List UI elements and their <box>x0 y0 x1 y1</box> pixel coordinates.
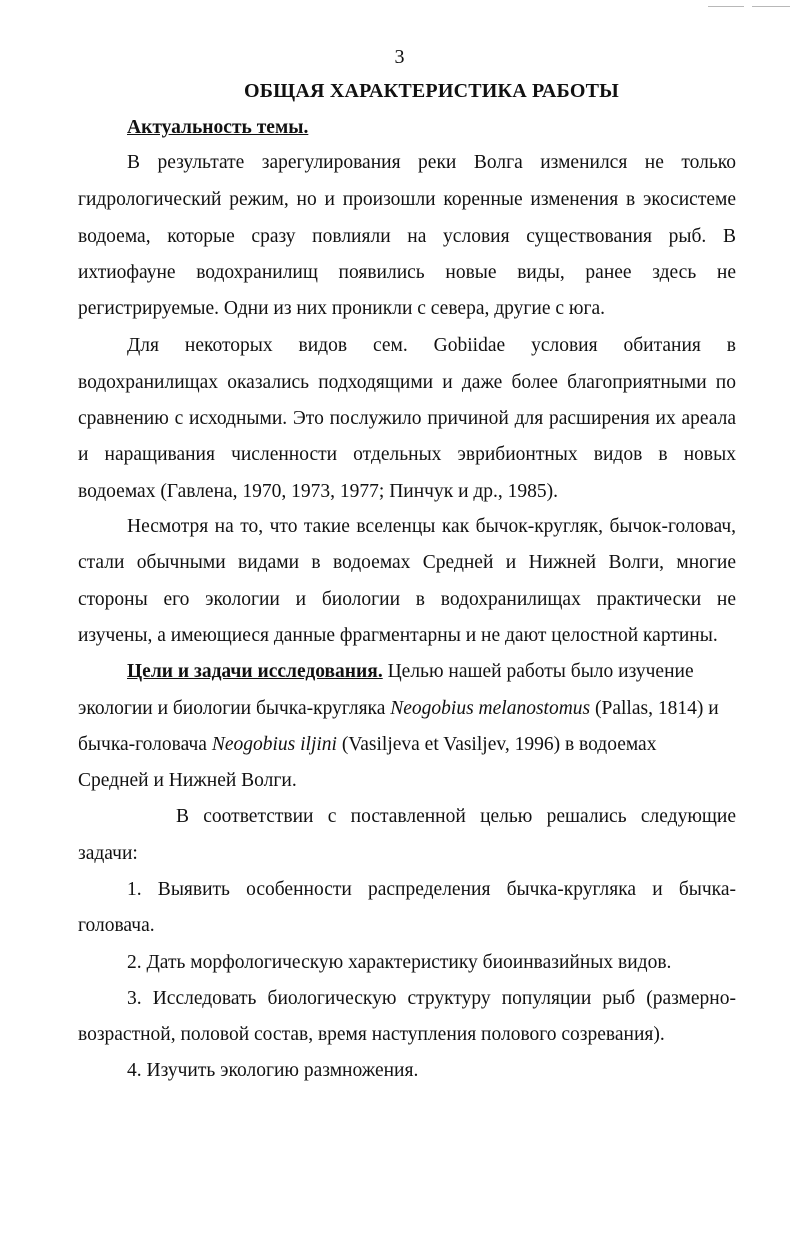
task-item: 1. Выявить особенности распределения бычка-кругляка и бычка- <box>127 879 736 900</box>
text-line: задачи: <box>78 843 138 864</box>
text-line <box>127 659 736 685</box>
page-number: 3 <box>394 46 405 68</box>
text-line: В результате зарегулирования реки Волга изменился не только <box>127 152 736 173</box>
text-line: регистрируемые. Одни из них проникли с севера, другие с юга. <box>78 298 605 319</box>
species-name: Neogobius melanostomus <box>390 698 591 719</box>
scan-artifact-line <box>708 6 744 7</box>
task-item-continuation: головача. <box>78 915 155 936</box>
scan-artifact-line <box>752 6 790 7</box>
section-heading-relevance: Актуальность темы. <box>127 117 309 138</box>
text-run: (Vasiljeva et Vasiljev, 1996) в водоемах <box>336 734 657 755</box>
species-name: Neogobius iljini <box>211 734 337 755</box>
text-line: сравнению с исходными. Это послужило причиной для расширения их ареала <box>78 408 736 429</box>
text-run: Целью нашей работы было изучение <box>382 661 694 682</box>
text-line: ихтиофауне водохранилищ появились новые виды, ранее здесь не <box>78 262 736 283</box>
page-title: ОБЩАЯ ХАРАКТЕРИСТИКА РАБОТЫ <box>244 80 619 102</box>
text-run: экологии и биологии бычка-кругляка <box>78 698 391 719</box>
text-line: Для некоторых видов сем. Gobiidae условия обитания в <box>127 335 736 356</box>
task-item-continuation: возрастной, половой состав, время наступления полового созревания). <box>78 1024 665 1045</box>
text-line: Несмотря на то, что такие вселенцы как бычок-кругляк, бычок-головач, <box>127 516 736 537</box>
text-line: водоемах (Гавлена, 1970, 1973, 1977; Пинчук и др., 1985). <box>78 481 559 502</box>
task-item: 2. Дать морфологическую характеристику биоинвазийных видов. <box>127 952 672 973</box>
text-line: водоема, которые сразу повлияли на условия существования рыб. В <box>78 226 736 247</box>
text-line: гидрологический режим, но и произошли коренные изменения в экосистеме <box>78 189 736 210</box>
text-run: бычка-головача <box>78 734 212 755</box>
text-line: и наращивания численности отдельных эврибионтных видов в новых <box>78 444 736 465</box>
text-line: В соответствии с поставленной целью решались следующие <box>176 806 736 827</box>
text-line <box>78 732 736 758</box>
task-item: 3. Исследовать биологическую структуру популяции рыб (размерно- <box>127 988 736 1009</box>
text-line: водохранилищах оказались подходящими и даже более благоприятными по <box>78 372 736 393</box>
text-line: стороны его экологии и биологии в водохранилищах практически не <box>78 589 736 610</box>
text-run: (Pallas, 1814) и <box>590 698 719 719</box>
section-heading-goals: Цели и задачи исследования. <box>127 661 383 682</box>
text-line: Средней и Нижней Волги. <box>78 770 297 791</box>
text-line: стали обычными видами в водоемах Средней и Нижней Волги, многие <box>78 552 736 573</box>
task-item: 4. Изучить экологию размножения. <box>127 1060 419 1081</box>
text-line: изучены, а имеющиеся данные фрагментарны и не дают целостной картины. <box>78 625 718 646</box>
text-line <box>78 696 736 722</box>
